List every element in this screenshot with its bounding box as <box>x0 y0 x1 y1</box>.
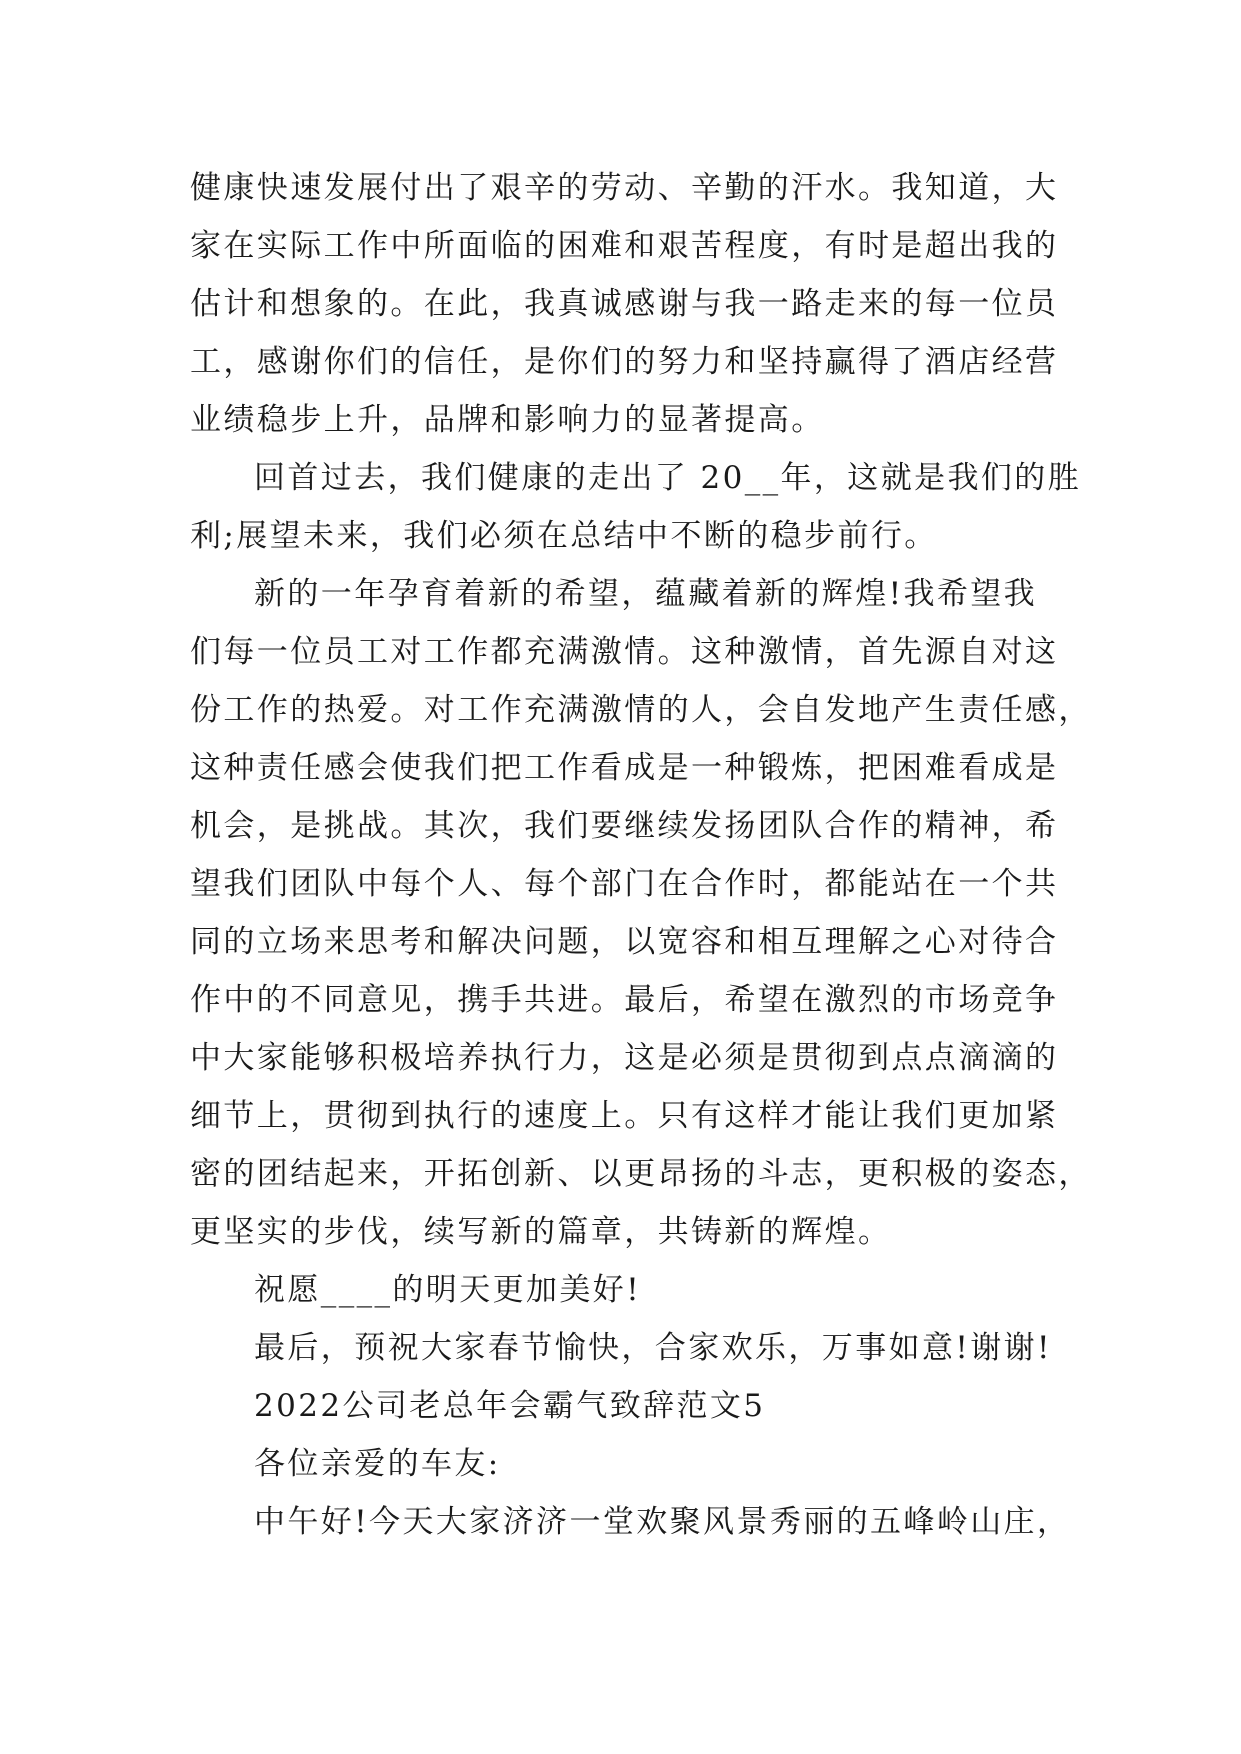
salutation: 各位亲爱的车友: <box>254 1446 501 1482</box>
text-line: 这种责任感会使我们把工作看成是一种锻炼，把困难看成是 <box>190 750 1059 786</box>
text-line: 细节上，贯彻到执行的速度上。只有这样才能让我们更加紧 <box>190 1098 1059 1134</box>
text-line: 健康快速发展付出了艰辛的劳动、辛勤的汗水。我知道，大 <box>190 170 1059 206</box>
text-line: 业绩稳步上升，品牌和影响力的显著提高。 <box>190 402 825 438</box>
paragraph-first-line: 最后，预祝大家春节愉快，合家欢乐，万事如意!谢谢! <box>254 1330 1052 1366</box>
text-line: 更坚实的步伐，续写新的篇章，共铸新的辉煌。 <box>190 1214 892 1250</box>
paragraph-first-line: 回首过去，我们健康的走出了 20__年，这就是我们的胜 <box>254 460 1082 496</box>
text-line: 工，感谢你们的信任，是你们的努力和坚持赢得了酒店经营 <box>190 344 1059 380</box>
text-line: 机会，是挑战。其次，我们要继续发扬团队合作的精神，希 <box>190 808 1059 844</box>
text-line: 望我们团队中每个人、每个部门在合作时，都能站在一个共 <box>190 866 1059 902</box>
paragraph-first-line: 新的一年孕育着新的希望，蕴藏着新的辉煌!我希望我 <box>254 576 1038 612</box>
text-line: 估计和想象的。在此，我真诚感谢与我一路走来的每一位员 <box>190 286 1059 322</box>
text-line: 密的团结起来，开拓创新、以更昂扬的斗志，更积极的姿态， <box>190 1156 1092 1192</box>
paragraph-first-line: 中午好!今天大家济济一堂欢聚风景秀丽的五峰岭山庄， <box>254 1504 1071 1540</box>
paragraph-first-line: 祝愿____的明天更加美好! <box>254 1272 642 1308</box>
text-line: 中大家能够积极培养执行力，这是必须是贯彻到点点滴滴的 <box>190 1040 1059 1076</box>
text-line: 作中的不同意见，携手共进。最后，希望在激烈的市场竞争 <box>190 982 1059 1018</box>
text-line: 们每一位员工对工作都充满激情。这种激情，首先源自对这 <box>190 634 1059 670</box>
text-line: 同的立场来思考和解决问题，以宽容和相互理解之心对待合 <box>190 924 1059 960</box>
text-line: 利;展望未来，我们必须在总结中不断的稳步前行。 <box>190 518 938 554</box>
text-line: 份工作的热爱。对工作充满激情的人，会自发地产生责任感， <box>190 692 1092 728</box>
text-line: 家在实际工作中所面临的困难和艰苦程度，有时是超出我的 <box>190 228 1059 264</box>
section-heading: 2022公司老总年会霸气致辞范文5 <box>254 1388 766 1424</box>
